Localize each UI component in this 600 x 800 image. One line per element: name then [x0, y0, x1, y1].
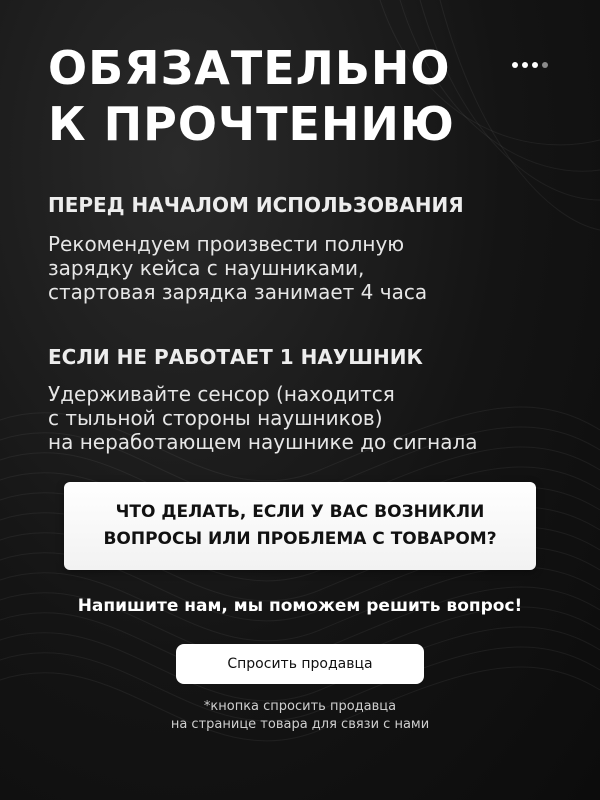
footnote-line: *кнопка спросить продавца: [203, 699, 397, 714]
body-line: Рекомендуем произвести полную: [48, 232, 405, 256]
question-line: ЧТО ДЕЛАТЬ, ЕСЛИ У ВАС ВОЗНИКЛИ: [115, 502, 485, 522]
dot-2: [522, 62, 528, 68]
section-title-one-earbud: ЕСЛИ НЕ РАБОТАЕТ 1 НАУШНИК: [48, 345, 423, 369]
dot-3: [532, 62, 538, 68]
section-body-one-earbud: [48, 382, 578, 454]
body-line: Удерживайте сенсор (находится: [48, 382, 395, 406]
question-box: [64, 482, 536, 570]
dot-4: [542, 62, 548, 68]
question-line: ВОПРОСЫ ИЛИ ПРОБЛЕМА С ТОВАРОМ?: [103, 529, 497, 549]
contact-call-to-action: Напишите нам, мы поможем решить вопрос!: [77, 596, 523, 616]
body-line: на неработающем наушнике до сигнала: [48, 430, 478, 454]
footnote: [0, 698, 600, 734]
body-line: стартовая зарядка занимает 4 часа: [48, 280, 428, 304]
footnote-line: на странице товара для связи с нами: [170, 717, 430, 732]
section-body-before-use: [48, 232, 578, 304]
body-line: зарядку кейса с наушниками,: [48, 256, 365, 280]
body-line: с тыльной стороны наушников): [48, 406, 383, 430]
page-title: [48, 40, 488, 152]
more-dots-icon: [512, 62, 548, 68]
title-line-2: К ПРОЧТЕНИЮ: [48, 97, 455, 151]
title-line-1: ОБЯЗАТЕЛЬНО: [48, 41, 451, 95]
section-title-before-use: ПЕРЕД НАЧАЛОМ ИСПОЛЬЗОВАНИЯ: [48, 193, 464, 217]
dot-1: [512, 62, 518, 68]
ask-seller-button[interactable]: Спросить продавца: [176, 644, 424, 684]
